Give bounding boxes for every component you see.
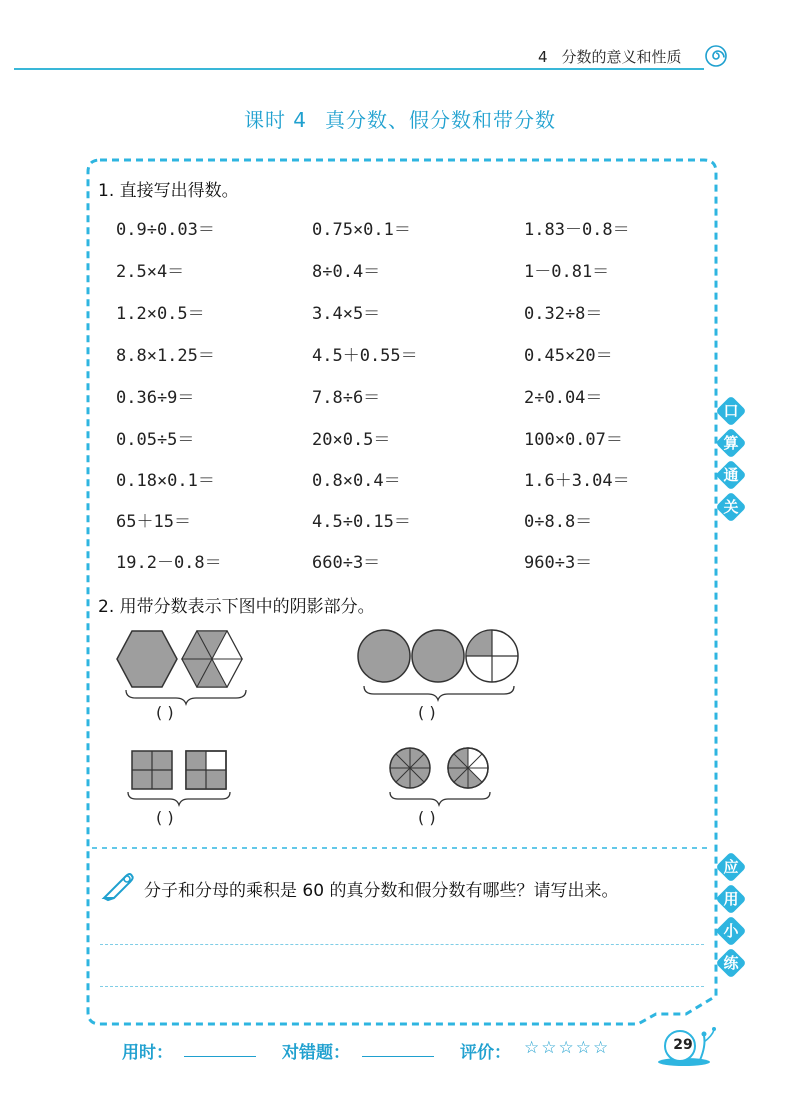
calc-item: 0.45×20＝ [524,346,613,366]
time-label: 用时： [122,1043,173,1063]
square-figure [124,748,234,810]
correct-field[interactable] [362,1056,434,1057]
answer-blank[interactable]: ( ) [156,703,174,722]
hexagon-partial [182,631,242,687]
answer-blank[interactable]: ( ) [418,808,436,827]
side-tab-apply [716,852,746,982]
calc-item: 100×0.07＝ [524,430,623,450]
chapter-header [538,46,682,67]
answer-line[interactable] [100,986,704,987]
side-tab-char: 练 [723,954,739,972]
calc-item: 1.6＋3.04＝ [524,471,630,491]
calc-item: 7.8÷6＝ [312,388,381,408]
calc-item: 0.05÷5＝ [116,430,195,450]
calc-item: 660÷3＝ [312,553,381,573]
calc-item: 4.5÷0.15＝ [312,512,411,532]
answer-blank[interactable]: ( ) [156,808,174,827]
side-tab-char: 通 [723,466,739,484]
time-field[interactable] [184,1056,256,1057]
chapter-number: 4 [538,48,548,66]
application-prompt: 分子和分母的乘积是 60 的真分数和假分数有哪些？请写出来。 [144,881,619,901]
side-tab-char: 关 [723,498,739,516]
calc-item: 8÷0.4＝ [312,262,381,282]
spiral-icon [705,45,727,67]
calc-item: 0.9÷0.03＝ [116,220,215,240]
hexagon-full [117,631,177,687]
side-tab-char: 应 [723,858,739,876]
rating-label: 评价： [460,1043,511,1063]
calc-item: 0.36÷9＝ [116,388,195,408]
question-1-title: 1. 直接写出得数。 [98,181,239,201]
header-rule [14,68,704,70]
calc-item: 8.8×1.25＝ [116,346,215,366]
calc-item: 0.75×0.1＝ [312,220,411,240]
calc-item: 0.32÷8＝ [524,304,603,324]
calc-item: 20×0.5＝ [312,430,391,450]
lesson-name: 真分数、假分数和带分数 [325,108,557,132]
calc-item: 1.83－0.8＝ [524,220,630,240]
calc-item: 1.2×0.5＝ [116,304,205,324]
correct-label: 对错题： [282,1043,350,1063]
side-tab-oral [716,396,746,526]
side-tab-char: 用 [723,890,739,908]
hexagon-figure [112,628,252,708]
rating-stars[interactable]: ☆☆☆☆☆ [524,1038,611,1058]
calc-item: 3.4×5＝ [312,304,381,324]
pencil-hand-icon [100,868,136,904]
lesson-title [0,104,800,133]
side-tab-char: 口 [723,402,739,420]
calc-item: 2÷0.04＝ [524,388,603,408]
answer-line[interactable] [100,944,704,945]
circle-figure [356,628,526,708]
calc-item: 1－0.81＝ [524,262,610,282]
calc-item: 0.18×0.1＝ [116,471,215,491]
lesson-prefix: 课时 4 [243,108,308,132]
side-tab-char: 小 [723,922,739,940]
calc-item: 0÷8.8＝ [524,512,593,532]
answer-blank[interactable]: ( ) [418,703,436,722]
calc-item: 19.2－0.8＝ [116,553,222,573]
calc-item: 0.8×0.4＝ [312,471,401,491]
page-number: 29 [673,1037,693,1053]
calc-item: 65＋15＝ [116,512,191,532]
calc-item: 2.5×4＝ [116,262,185,282]
calc-item: 4.5＋0.55＝ [312,346,418,366]
chapter-title: 分数的意义和性质 [561,48,682,66]
question-2-title: 2. 用带分数表示下图中的阴影部分。 [98,597,375,617]
calc-item: 960÷3＝ [524,553,593,573]
pie-figure [386,744,498,810]
side-tab-char: 算 [723,434,739,452]
